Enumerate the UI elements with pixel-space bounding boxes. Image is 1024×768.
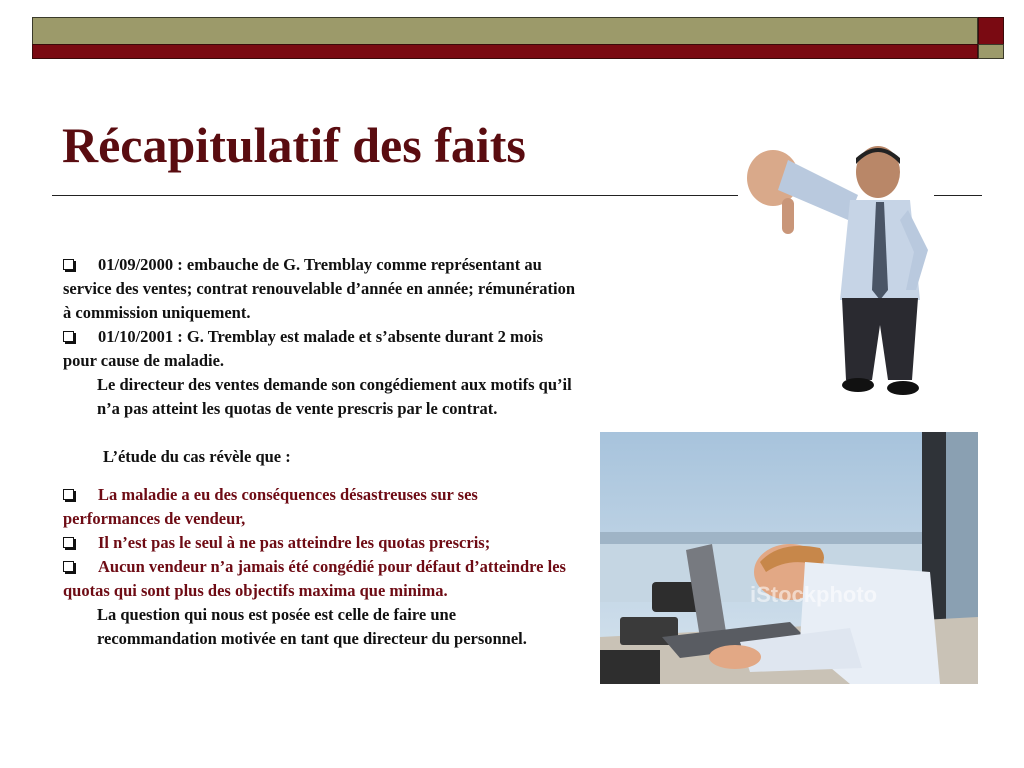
checkbox-bullet-icon <box>63 537 74 548</box>
fact-paragraph-2: 01/10/2001 : G. Tremblay est malade et s’absente durant 2 mois pour cause de maladie. <box>63 327 544 370</box>
header-bar-olive <box>32 17 978 45</box>
man-asleep-on-laptop-photo <box>600 432 978 684</box>
slide-body <box>63 253 578 651</box>
thumbs-down-businessman-photo <box>738 140 934 408</box>
svg-text:iStockphoto: iStockphoto <box>750 582 878 607</box>
header-square-maroon <box>978 17 1004 45</box>
case-study-intro: L’étude du cas révèle que : <box>103 447 291 466</box>
fact-paragraph-3: Le directeur des ventes demande son congédiement aux motifs qu’il n’a pas atteint les quotas de vente prescris par le contrat. <box>97 375 572 418</box>
finding-paragraph-3: Aucun vendeur n’a jamais été congédié pour défaut d’atteindre les quotas qui sont plus des objectifs maxima que minima. <box>63 557 566 600</box>
finding-paragraph-1: La maladie a eu des conséquences désastreuses sur ses performances de vendeur, <box>63 485 478 528</box>
fact-paragraph-1: 01/09/2000 : embauche de G. Tremblay comme représentant au service des ventes; contrat renouvelable d’année en année; rémunération à commission uniquement. <box>63 255 576 322</box>
checkbox-bullet-icon <box>63 259 74 270</box>
slide-title: Récapitulatif des faits <box>62 117 526 173</box>
checkbox-bullet-icon <box>63 561 74 572</box>
question-paragraph: La question qui nous est posée est celle de faire une recommandation motivée en tant que directeur du personnel. <box>97 605 527 648</box>
checkbox-bullet-icon <box>63 331 74 342</box>
header-square-olive <box>978 44 1004 59</box>
finding-paragraph-2: Il n’est pas le seul à ne pas atteindre les quotas prescris; <box>63 531 578 555</box>
header-bar-maroon <box>32 44 978 59</box>
checkbox-bullet-icon <box>63 489 74 500</box>
